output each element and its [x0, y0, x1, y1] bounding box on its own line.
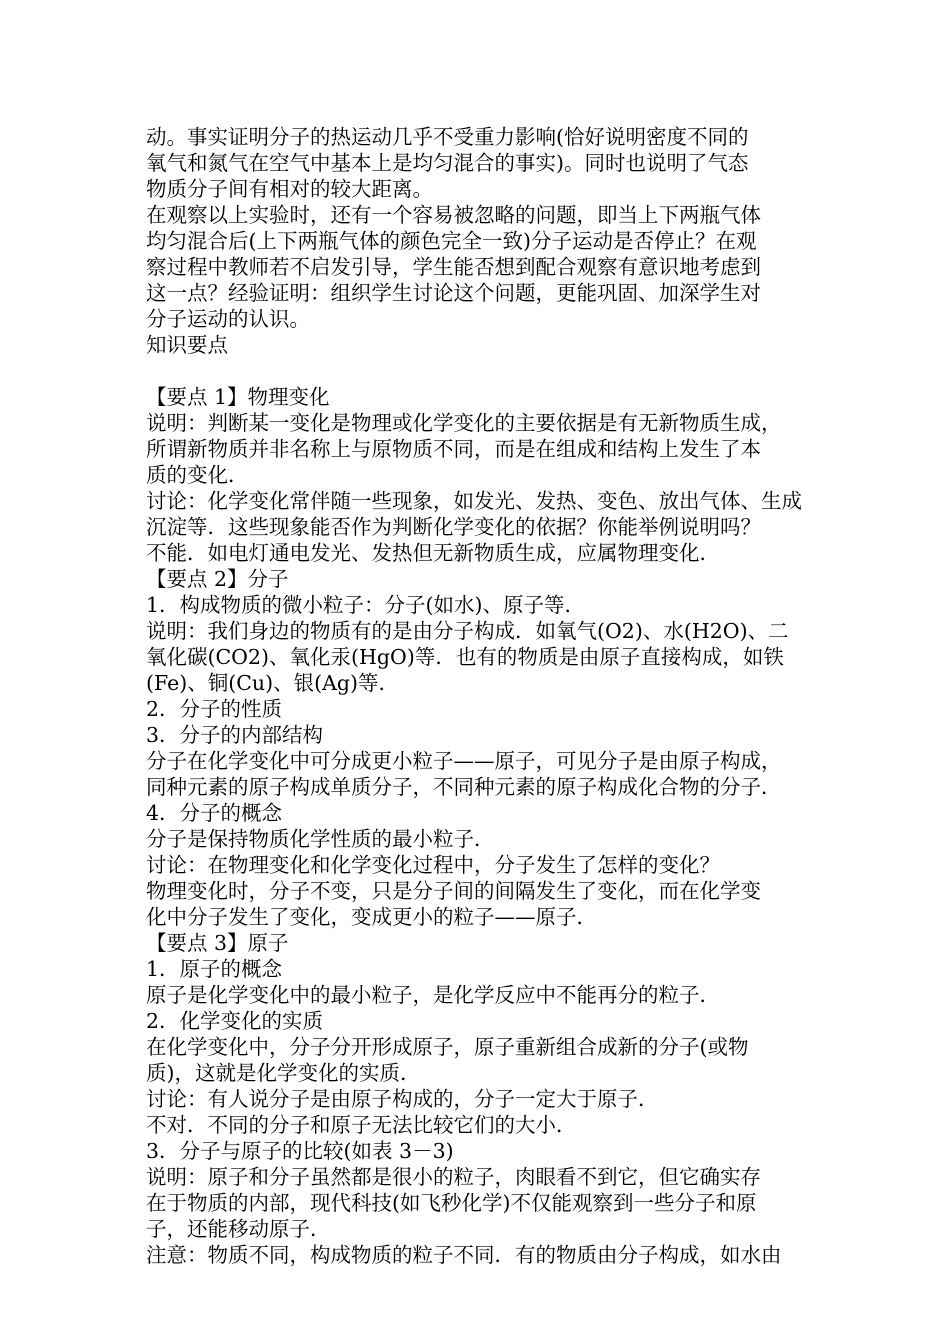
text-line: (Fe)、铜(Cu)、银(Ag)等． — [146, 671, 400, 695]
text-line: 沉淀等．这些现象能否作为判断化学变化的依据？你能举例说明吗？ — [146, 515, 761, 539]
section-heading: 【要点 1】物理变化 — [146, 385, 330, 409]
text-line: 在于物质的内部，现代科技(如飞秒化学)不仅能观察到一些分子和原 — [146, 1191, 757, 1215]
document-body — [146, 124, 818, 1268]
text-line: 讨论：在物理变化和化学变化过程中，分子发生了怎样的变化？ — [146, 853, 720, 877]
text-line: 在观察以上实验时，还有一个容易被忽略的问题，即当上下两瓶气体 — [146, 203, 761, 227]
text-line: 分子是保持物质化学性质的最小粒子． — [146, 827, 495, 851]
text-line: 3．分子的内部结构 — [146, 723, 324, 747]
text-line: 化中分子发生了变化，变成更小的粒子——原子． — [146, 905, 597, 929]
section-heading: 【要点 3】原子 — [146, 931, 289, 955]
text-line: 1．原子的概念 — [146, 957, 283, 981]
text-line: 同种元素的原子构成单质分子，不同种元素的原子构成化合物的分子． — [146, 775, 782, 799]
text-line: 氧化碳(CO2)、氧化汞(HgO)等．也有的物质是由原子直接构成，如铁 — [146, 645, 784, 669]
text-line: 氧气和氮气在空气中基本上是均匀混合的事实)。同时也说明了气态 — [146, 151, 749, 175]
text-line: 不对．不同的分子和原子无法比较它们的大小． — [146, 1113, 577, 1137]
section-heading: 知识要点 — [146, 333, 228, 357]
text-line: 子，还能移动原子． — [146, 1217, 331, 1241]
text-line: 不能．如电灯通电发光、发热但无新物质生成，应属物理变化． — [146, 541, 720, 565]
text-line: 这一点？经验证明：组织学生讨论这个问题，更能巩固、加深学生对 — [146, 281, 761, 305]
text-line: 所谓新物质并非名称上与原物质不同，而是在组成和结构上发生了本 — [146, 437, 761, 461]
text-line: 说明：原子和分子虽然都是很小的粒子，肉眼看不到它，但它确实存 — [146, 1165, 761, 1189]
text-line: 质)，这就是化学变化的实质． — [146, 1061, 421, 1085]
text-line: 1．构成物质的微小粒子：分子(如水)、原子等． — [146, 593, 586, 617]
text-line: 2．分子的性质 — [146, 697, 283, 721]
text-line: 2．化学变化的实质 — [146, 1009, 324, 1033]
text-line: 讨论：化学变化常伴随一些现象，如发光、发热、变色、放出气体、生成 — [146, 489, 802, 513]
text-line: 物理变化时，分子不变，只是分子间的间隔发生了变化，而在化学变 — [146, 879, 761, 903]
text-line: 原子是化学变化中的最小粒子，是化学反应中不能再分的粒子． — [146, 983, 720, 1007]
text-line: 物质分子间有相对的较大距离。 — [146, 177, 433, 201]
text-line: 3．分子与原子的比较(如表 3－3) — [146, 1139, 454, 1163]
text-line: 注意：物质不同，构成物质的粒子不同．有的物质由分子构成，如水由 — [146, 1243, 782, 1267]
text-line: 动。事实证明分子的热运动几乎不受重力影响(恰好说明密度不同的 — [146, 125, 749, 149]
text-line: 均匀混合后(上下两瓶气体的颜色完全一致)分子运动是否停止？在观 — [146, 229, 757, 253]
text-line: 分子在化学变化中可分成更小粒子——原子，可见分子是由原子构成， — [146, 749, 782, 773]
text-line: 质的变化． — [146, 463, 249, 487]
section-heading: 【要点 2】分子 — [146, 567, 289, 591]
text-line: 说明：我们身边的物质有的是由分子构成．如氧气(O2)、水(H2O)、二 — [146, 619, 789, 643]
text-line: 讨论：有人说分子是由原子构成的，分子一定大于原子． — [146, 1087, 659, 1111]
text-line: 说明：判断某一变化是物理或化学变化的主要依据是有无新物质生成， — [146, 411, 782, 435]
text-line: 察过程中教师若不启发引导，学生能否想到配合观察有意识地考虑到 — [146, 255, 761, 279]
text-line: 4．分子的概念 — [146, 801, 283, 825]
text-line: 分子运动的认识。 — [146, 307, 310, 331]
blank-line — [146, 358, 818, 384]
text-line: 在化学变化中，分子分开形成原子，原子重新组合成新的分子(或物 — [146, 1035, 749, 1059]
